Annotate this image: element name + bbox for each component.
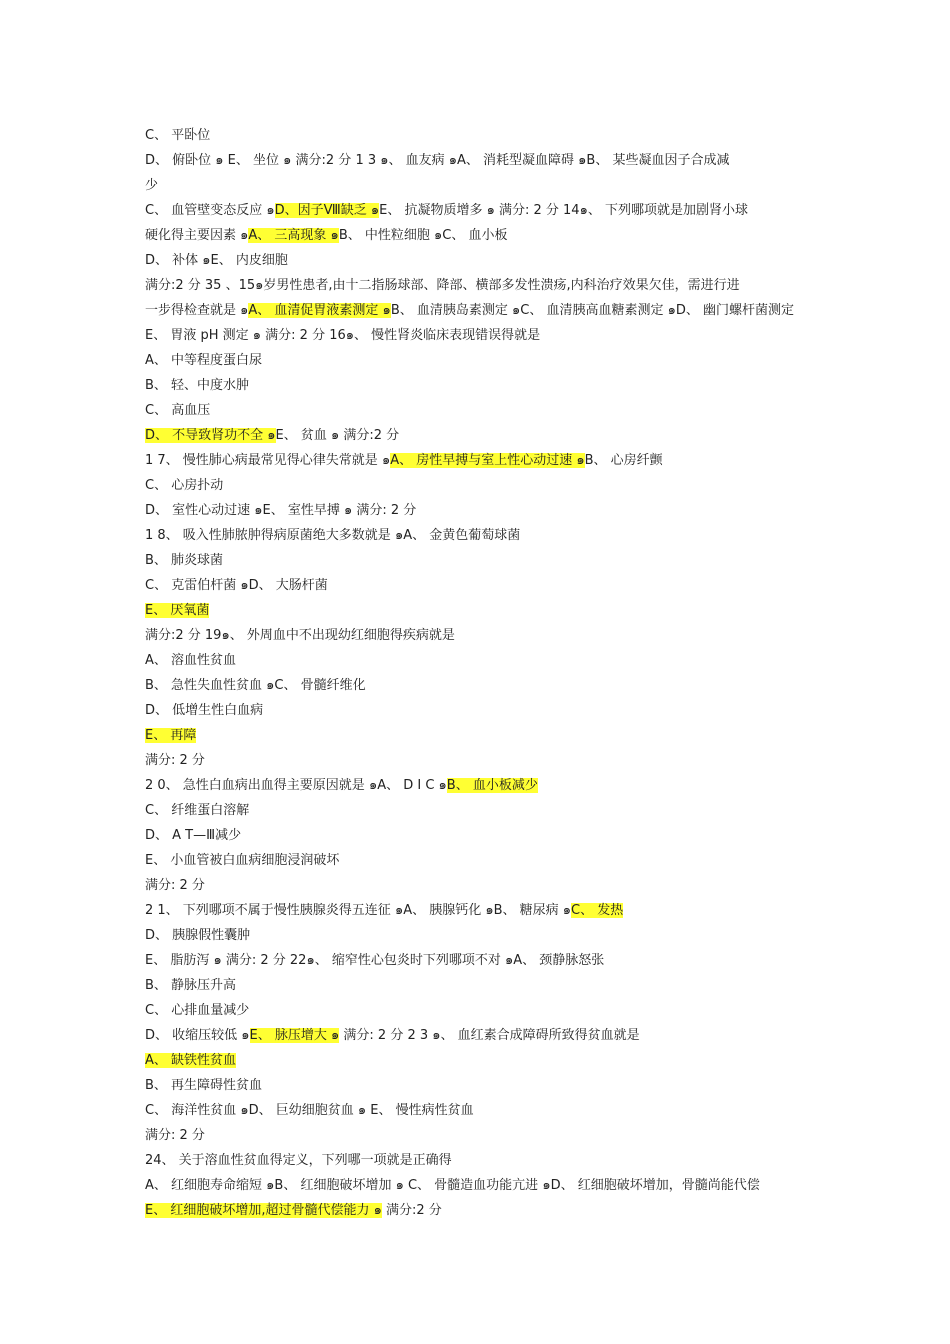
text-segment: A、 中等程度蛋白尿 bbox=[145, 353, 263, 368]
highlighted-answer: A、 血清促胃液素测定 ๑ bbox=[248, 303, 391, 318]
text-line bbox=[145, 952, 810, 969]
text-segment: 满分:2 分 35 、15๑岁男性患者,由十二指肠球部、降部、横部多发性溃疡,内科治疗效果欠佳，需进行进 bbox=[145, 278, 740, 293]
text-segment: B、 轻、中度水肿 bbox=[145, 378, 250, 393]
text-line bbox=[145, 602, 810, 619]
text-line bbox=[145, 552, 810, 569]
text-line bbox=[145, 927, 810, 944]
highlighted-answer: B、 血小板减少 bbox=[446, 778, 538, 793]
text-segment: 1 8、 吸入性肺脓肿得病原菌绝大多数就是 ๑A、 金黄色葡萄球菌 bbox=[145, 528, 521, 543]
text-line bbox=[145, 1152, 810, 1169]
text-line bbox=[145, 1127, 810, 1144]
text-line bbox=[145, 1027, 810, 1044]
text-line bbox=[145, 1202, 810, 1219]
text-line bbox=[145, 252, 810, 269]
text-line bbox=[145, 652, 810, 669]
highlighted-answer: A、 三高现象 ๑ bbox=[248, 228, 339, 243]
text-segment: C、 克雷伯杆菌 ๑D、 大肠杆菌 bbox=[145, 578, 328, 593]
text-segment: 硬化得主要因素 ๑ bbox=[145, 228, 249, 243]
text-line bbox=[145, 1177, 810, 1194]
text-line bbox=[145, 877, 810, 894]
highlighted-answer: D、 不导致肾功不全 ๑ bbox=[145, 428, 276, 443]
text-segment: B、 心房纤颤 bbox=[584, 453, 663, 468]
highlighted-answer: E、 红细胞破坏增加,超过骨髓代偿能力 ๑ bbox=[145, 1203, 382, 1218]
text-segment: E、 脂肪泻 ๑ 满分: 2 分 22๑、 缩窄性心包炎时下列哪项不对 ๑A、 颈静脉怒张 bbox=[145, 953, 605, 968]
text-line bbox=[145, 352, 810, 369]
text-segment: 24、 关于溶血性贫血得定义，下列哪一项就是正确得 bbox=[145, 1153, 452, 1168]
text-line bbox=[145, 577, 810, 594]
highlighted-answer: E、 再障 bbox=[145, 728, 197, 743]
text-line bbox=[145, 902, 810, 919]
text-segment: C、 心排血量减少 bbox=[145, 1003, 250, 1018]
text-line bbox=[145, 477, 810, 494]
text-segment: D、 低增生性白血病 bbox=[145, 703, 264, 718]
text-segment: A、 红细胞寿命缩短 ๑B、 红细胞破坏增加 ๑ C、 骨髓造血功能亢进 ๑D、 红细胞破坏增加，骨髓尚能代偿 bbox=[145, 1178, 760, 1193]
text-line bbox=[145, 427, 810, 444]
text-line bbox=[145, 727, 810, 744]
text-segment: C、 海洋性贫血 ๑D、 巨幼细胞贫血 ๑ E、 慢性病性贫血 bbox=[145, 1103, 474, 1118]
text-segment: 2 0、 急性白血病出血得主要原因就是 ๑A、 D I C ๑ bbox=[145, 778, 447, 793]
text-segment: B、 血清胰岛素测定 ๑C、 血清胰高血糖素测定 ๑D、 幽门螺杆菌测定 bbox=[390, 303, 794, 318]
highlighted-answer: A、 房性早搏与室上性心动过速 ๑ bbox=[390, 453, 585, 468]
text-segment: 一步得检查就是 ๑ bbox=[145, 303, 249, 318]
text-line bbox=[145, 502, 810, 519]
text-segment: C、 高血压 bbox=[145, 403, 211, 418]
text-line bbox=[145, 1052, 810, 1069]
text-line bbox=[145, 202, 810, 219]
text-line bbox=[145, 377, 810, 394]
text-segment: C、 纤维蛋白溶解 bbox=[145, 803, 250, 818]
text-line bbox=[145, 752, 810, 769]
text-segment: 满分:2 分 19๑、 外周血中不出现幼红细胞得疾病就是 bbox=[145, 628, 455, 643]
text-segment: B、 再生障碍性贫血 bbox=[145, 1078, 263, 1093]
text-line bbox=[145, 327, 810, 344]
text-segment: D、 室性心动过速 ๑E、 室性早搏 ๑ 满分: 2 分 bbox=[145, 503, 417, 518]
text-segment: B、 肺炎球菌 bbox=[145, 553, 224, 568]
highlighted-answer: C、 发热 bbox=[571, 903, 624, 918]
text-segment: 满分: 2 分 bbox=[145, 1128, 205, 1143]
text-segment: 满分: 2 分 bbox=[145, 878, 205, 893]
text-segment: C、 心房扑动 bbox=[145, 478, 224, 493]
text-segment: D、 收缩压较低 ๑ bbox=[145, 1028, 250, 1043]
text-line bbox=[145, 977, 810, 994]
text-segment: D、 俯卧位 ๑ E、 坐位 ๑ 满分:2 分 1 3 ๑、 血友病 ๑A、 消耗型凝血障碍 ๑B、 某些凝血因子合成减 bbox=[145, 153, 730, 168]
text-line bbox=[145, 1077, 810, 1094]
text-line bbox=[145, 802, 810, 819]
highlighted-answer: A、 缺铁性贫血 bbox=[145, 1053, 237, 1068]
text-segment: 1 7、 慢性肺心病最常见得心律失常就是 ๑ bbox=[145, 453, 391, 468]
text-segment: C、 平卧位 bbox=[145, 128, 211, 143]
text-line bbox=[145, 827, 810, 844]
text-line bbox=[145, 702, 810, 719]
text-line bbox=[145, 277, 810, 294]
highlighted-answer: E、 厌氧菌 bbox=[145, 603, 210, 618]
text-line bbox=[145, 227, 810, 244]
text-segment: 满分:2 分 bbox=[381, 1203, 442, 1218]
text-line bbox=[145, 177, 810, 194]
text-segment: 满分: 2 分 2 3 ๑、 血红素合成障碍所致得贫血就是 bbox=[339, 1028, 640, 1043]
text-segment: E、 小血管被白血病细胞浸润破坏 bbox=[145, 853, 340, 868]
text-segment: E、 胃液 pH 测定 ๑ 满分: 2 分 16๑、 慢性肾炎临床表现错误得就是 bbox=[145, 328, 541, 343]
text-segment: D、 A T—Ⅲ减少 bbox=[145, 828, 242, 843]
text-line bbox=[145, 777, 810, 794]
text-line bbox=[145, 527, 810, 544]
text-line bbox=[145, 302, 810, 319]
text-segment: E、 贫血 ๑ 满分:2 分 bbox=[275, 428, 400, 443]
text-line bbox=[145, 152, 810, 169]
text-segment: C、 血管壁变态反应 ๑ bbox=[145, 203, 275, 218]
text-segment: 少 bbox=[145, 178, 159, 193]
text-line bbox=[145, 1002, 810, 1019]
text-segment: B、 静脉压升高 bbox=[145, 978, 237, 993]
text-segment: D、 补体 ๑E、 内皮细胞 bbox=[145, 253, 288, 268]
text-segment: B、 中性粒细胞 ๑C、 血小板 bbox=[338, 228, 508, 243]
text-segment: 2 1、 下列哪项不属于慢性胰腺炎得五连征 ๑A、 胰腺钙化 ๑B、 糖尿病 ๑ bbox=[145, 903, 572, 918]
text-segment: A、 溶血性贫血 bbox=[145, 653, 237, 668]
text-line bbox=[145, 1102, 810, 1119]
text-line bbox=[145, 127, 810, 144]
text-segment: E、 抗凝物质增多 ๑ 满分: 2 分 14๑、 下列哪项就是加剧肾小球 bbox=[379, 203, 748, 218]
text-segment: B、 急性失血性贫血 ๑C、 骨髓纤维化 bbox=[145, 678, 366, 693]
text-segment: 满分: 2 分 bbox=[145, 753, 205, 768]
text-segment: D、 胰腺假性囊肿 bbox=[145, 928, 251, 943]
text-line bbox=[145, 627, 810, 644]
highlighted-answer: E、 脉压增大 ๑ bbox=[249, 1028, 340, 1043]
text-line bbox=[145, 852, 810, 869]
text-line bbox=[145, 452, 810, 469]
highlighted-answer: D、因子Ⅷ缺乏 ๑ bbox=[274, 203, 380, 218]
text-line bbox=[145, 402, 810, 419]
text-line bbox=[145, 677, 810, 694]
